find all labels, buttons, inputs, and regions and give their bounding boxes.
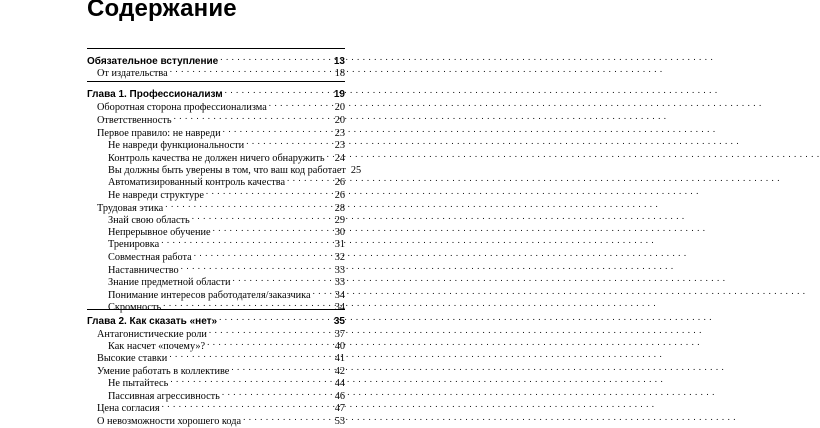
toc-page-number: 46 (334, 391, 345, 402)
toc-page-number: 42 (334, 366, 345, 377)
toc-entry-label: Тренировка (108, 239, 160, 250)
toc-entry (87, 234, 345, 250)
section-divider-chapter-1 (87, 81, 345, 82)
toc-page-number: 25 (350, 165, 362, 176)
dot-leader (233, 272, 332, 285)
toc-entry (87, 247, 345, 263)
toc-page-number: 35 (333, 316, 345, 327)
toc-entry (87, 411, 345, 427)
toc-entry-label: Как насчет «почему»? (108, 341, 206, 352)
toc-entry-label: Непрерывное обучение (108, 227, 211, 238)
dot-leader (269, 97, 332, 110)
toc-page-number: 26 (334, 190, 345, 201)
toc-page-number: 30 (334, 227, 345, 238)
toc-entry (87, 135, 345, 151)
toc-page-number: 20 (334, 102, 345, 113)
toc-entry-label: Ответственность (97, 115, 172, 126)
dot-leader (225, 84, 331, 97)
toc-entry-label: Глава 1. Профессионализм (87, 89, 223, 100)
toc-page-number: 41 (334, 353, 345, 364)
toc-entry (87, 398, 345, 414)
toc-entry-label: Глава 2. Как сказать «нет» (87, 316, 218, 327)
toc-entry-label: Трудовая этика (97, 203, 164, 214)
toc-page-number: 23 (334, 128, 345, 139)
toc-entry-label: От издательства (97, 68, 168, 79)
toc-entry-label: Знание предметной области (108, 277, 231, 288)
toc-page-number: 33 (334, 277, 345, 288)
toc-entry-label: Пассивная агрессивность (108, 391, 220, 402)
toc-entry-label: Вы должны быть уверены в том, что ваш код работает (108, 165, 346, 176)
toc-page-number: 19 (333, 89, 345, 100)
toc-entry (87, 373, 345, 389)
toc-chapter-entry (87, 311, 345, 327)
toc-entry-label: Контроль качества не должен ничего обнаружить (108, 153, 325, 164)
toc-page-number: 31 (334, 239, 345, 250)
dot-leader (162, 398, 332, 411)
dot-leader (206, 185, 332, 198)
toc-page-number: 26 (334, 177, 345, 188)
toc-entry (87, 172, 345, 188)
dot-leader (287, 172, 332, 185)
toc-page-number: 53 (334, 416, 345, 427)
toc-entry-label: Знай свою область (108, 215, 190, 226)
toc-page-number: 40 (334, 341, 345, 352)
toc-entry-label: Не навреди функциональности (108, 140, 245, 151)
toc-page-number: 24 (334, 153, 345, 164)
toc-entry-label: Первое правило: не навреди (97, 128, 221, 139)
toc-page-number: 34 (334, 302, 345, 313)
toc-entry-label: Обязательное вступление (87, 56, 219, 67)
toc-entry-label: О невозможности хорошего кода (97, 416, 242, 427)
toc-entry-label: Антагонистические роли (97, 329, 207, 340)
dot-leader (170, 373, 331, 386)
dot-leader (170, 63, 332, 76)
page-title: Содержание (87, 0, 237, 22)
dot-leader (169, 348, 331, 361)
toc-entry-label: Не пытайтесь (108, 378, 169, 389)
toc-entry-label: Совместная работа (108, 252, 192, 263)
toc-page-number: 44 (334, 378, 345, 389)
toc-page-number: 34 (334, 290, 345, 301)
toc-page-number: 32 (334, 252, 345, 263)
toc-entry-label: Умение работать в коллективе (97, 366, 230, 377)
toc-page-number: 18 (334, 68, 345, 79)
dot-leader (243, 411, 332, 424)
dot-leader (194, 247, 332, 260)
dot-leader (161, 234, 331, 247)
toc-page-number: 29 (334, 215, 345, 226)
toc-entry (87, 272, 345, 288)
dot-leader (246, 135, 332, 148)
toc-entry (87, 110, 345, 126)
dot-leader (174, 110, 332, 123)
toc-entry-label: Оборотная сторона профессионализма (97, 102, 267, 113)
toc-entry-label: Цена согласия (97, 403, 160, 414)
toc-entry-label: Высокие ставки (97, 353, 168, 364)
toc-entry (87, 348, 345, 364)
toc-page-number: 23 (334, 140, 345, 151)
toc-entry (87, 63, 345, 79)
toc-page-number: 13 (333, 56, 345, 67)
toc-page-number: 37 (334, 329, 345, 340)
toc-entry (87, 185, 345, 201)
toc-page-number: 20 (334, 115, 345, 126)
toc-entry-label: Наставничество (108, 265, 179, 276)
section-divider-intro (87, 48, 345, 49)
toc-entry (87, 97, 345, 113)
toc-entry (87, 297, 345, 313)
toc-entry-label: Скромность (108, 302, 162, 313)
toc-entry-label: Понимание интересов работодателя/заказчика (108, 290, 311, 301)
dot-leader (163, 297, 332, 310)
toc-chapter-entry (87, 84, 345, 100)
toc-entry-label: Не навреди структуре (108, 190, 204, 201)
toc-entry-label: Автоматизированный контроль качества (108, 177, 286, 188)
toc-page-number: 47 (334, 403, 345, 414)
toc-page-number: 33 (334, 265, 345, 276)
dot-leader (219, 311, 331, 324)
toc-page-number: 28 (334, 203, 345, 214)
